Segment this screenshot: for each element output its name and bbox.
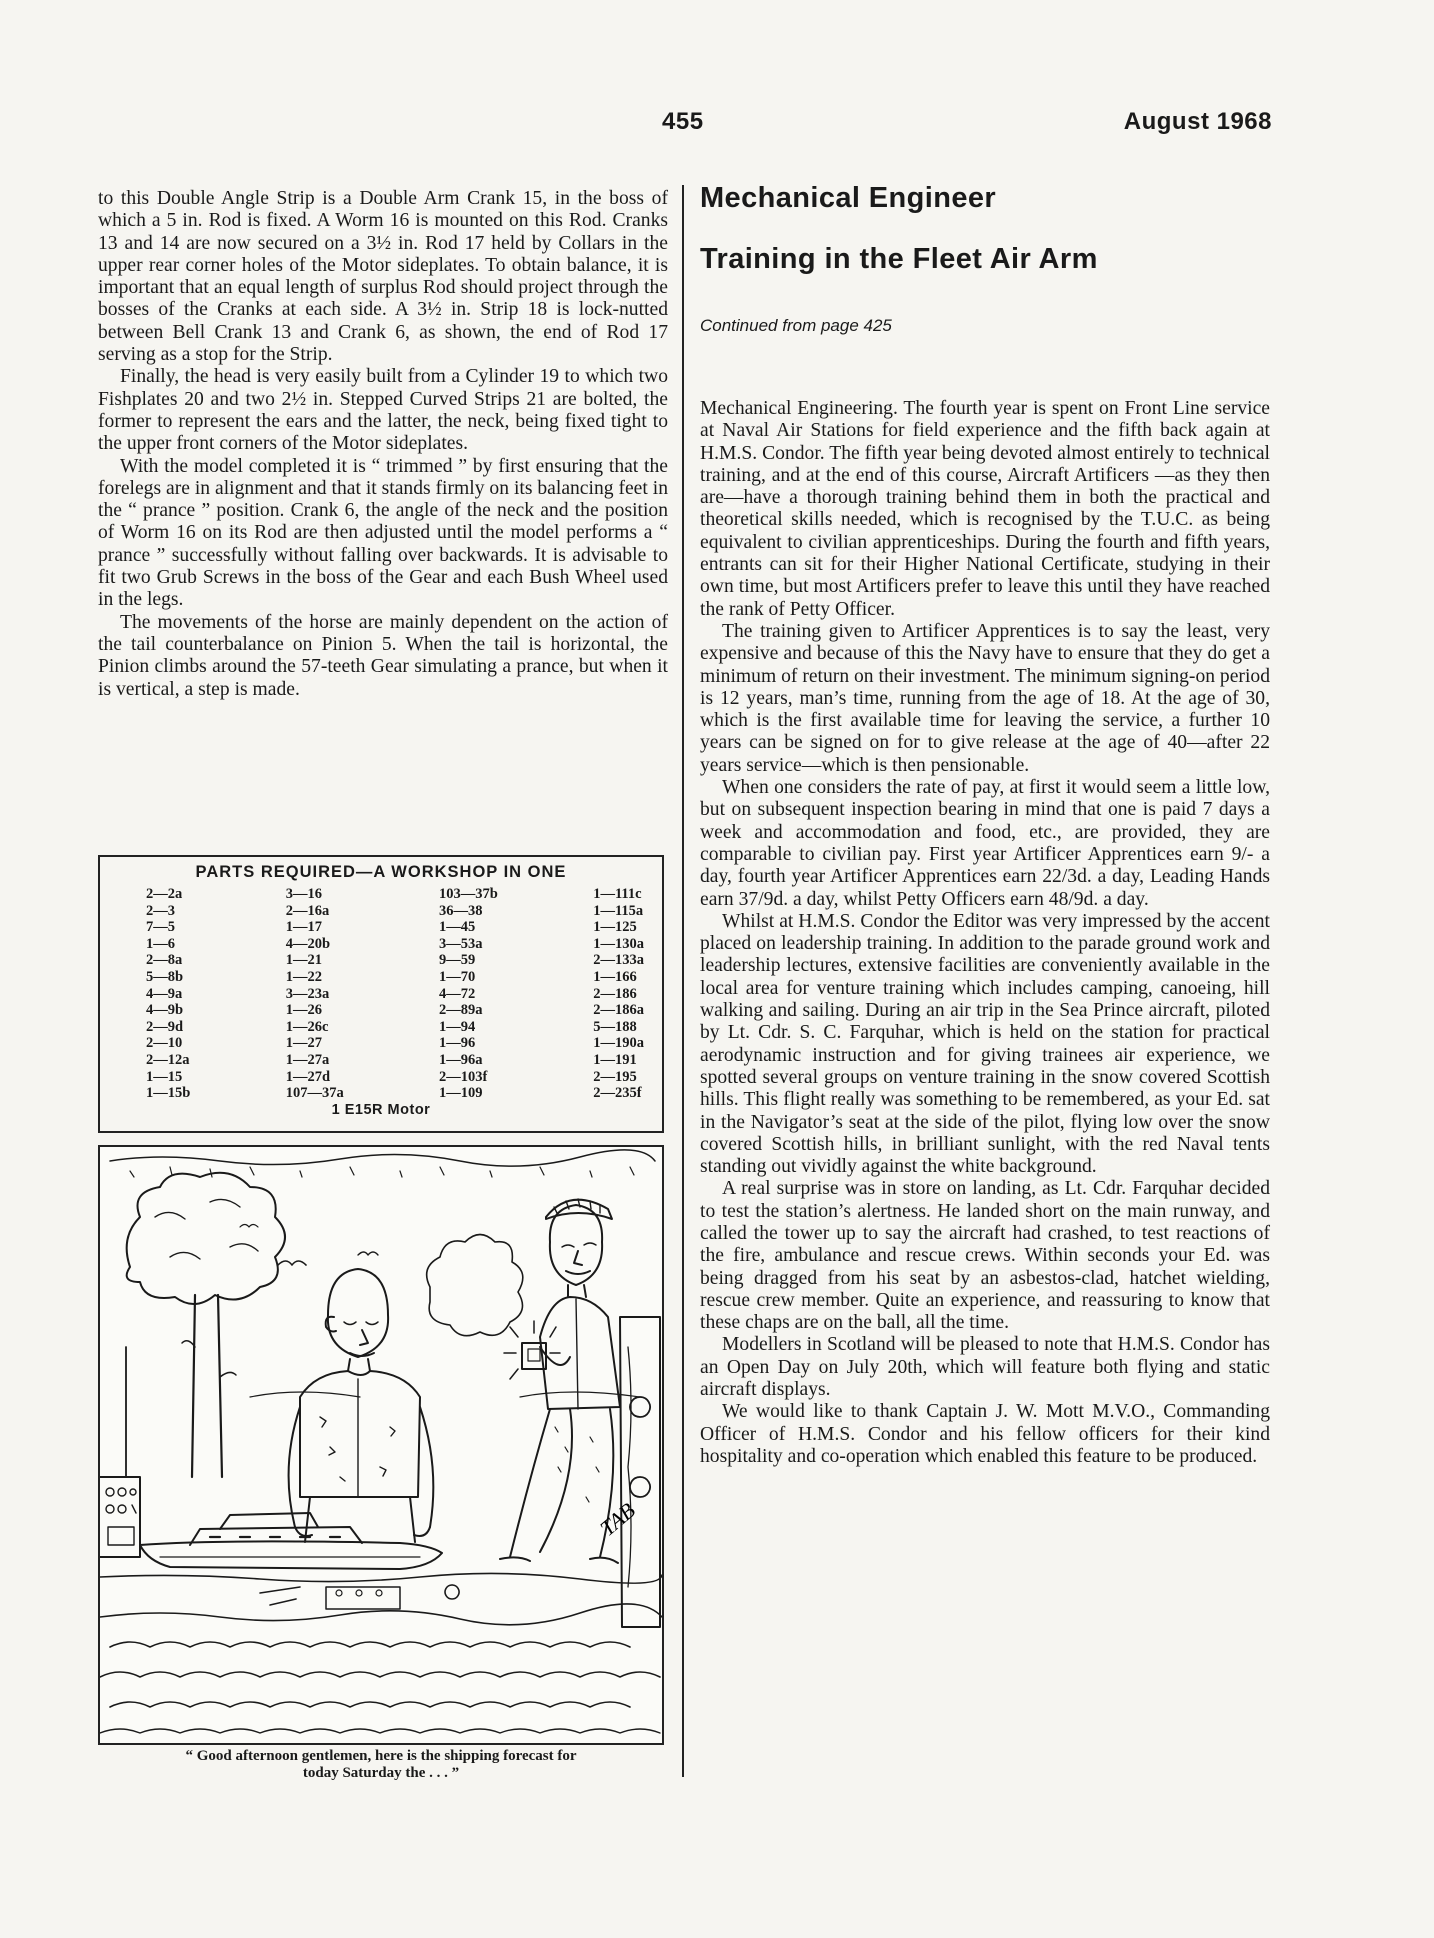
left-paragraph-3: With the model completed it is “ trimmed ” by first ensuring that the forelegs are in alignment and that it stands firmly on its balancing feet in the “ prance ” position. Crank 6, the angle of the neck and the position of Worm 16 on its Rod are then adjusted until the model performs a “ prance ” successfully without falling over backwards. It is advisable to fit two Grub Screws in the boss of the Gear and each Bush Wheel used in the legs.	[98, 455, 668, 611]
right-paragraph-6: Modellers in Scotland will be pleased to note that H.M.S. Condor has an Open Day on July 20th, which will feature both flying and static aircraft displays.	[700, 1334, 1270, 1401]
page-number: 455	[662, 108, 704, 135]
part-item: 2—103f	[439, 1068, 488, 1085]
parts-column-3	[439, 886, 498, 1102]
part-item: 1—15b	[146, 1085, 191, 1102]
part-item: 7—5	[146, 919, 175, 936]
part-item: 5—188	[593, 1018, 637, 1035]
part-item: 103—37b	[439, 886, 498, 902]
part-item: 2—89a	[439, 1002, 483, 1019]
right-paragraph-3: When one considers the rate of pay, at first it would seem a little low, but on subsequent inspection bearing in mind that one is paid 7 days a week and accommodation and food, etc., are provided, they are comparable to civilian pay. First year Artificer Apprentices earn 9/- a day, fourth year Artificer Apprentices earn 22/3d. a day, Leading Hands earn 37/9d. a day, whilst Petty Officers earn 48/9d. a day.	[700, 777, 1270, 910]
caption-line-1: “ Good afternoon gentlemen, here is the shipping forecast for	[185, 1748, 577, 1764]
part-item: 1—22	[285, 968, 322, 985]
part-item: 1—26c	[285, 1018, 329, 1035]
part-item: 1—17	[285, 919, 322, 936]
parts-column-4	[593, 886, 644, 1102]
right-paragraph-5: A real surprise was in store on landing, as Lt. Cdr. Farquhar decided to test the station’s alertness. He landed short on the main runway, and called the tower up to say the aircraft had crashed, to test reactions of the fire, ambulance and rescue crews. Within seconds your Ed. was being dragged from his seat by an asbestos-clad, hatchet wielding, rescue crew member. Quite an experience, and reassuring to know that these chaps are on the ball, all the time.	[700, 1178, 1270, 1334]
part-item: 9—59	[439, 952, 476, 969]
continued-note: Continued from page 425	[700, 316, 892, 335]
parts-grid	[100, 882, 662, 1102]
part-item: 3—53a	[439, 935, 483, 952]
part-item: 1—109	[439, 1085, 483, 1102]
parts-title: PARTS REQUIRED—A WORKSHOP IN ONE	[195, 863, 567, 881]
left-column	[98, 188, 668, 701]
part-item: 1—26	[285, 1002, 322, 1019]
left-paragraph-1: to this Double Angle Strip is a Double Arm Crank 15, in the boss of which a 5 in. Rod is fixed. A Worm 16 is mounted on this Rod. Cranks 13 and 14 are now secured on a 3½ in. Rod 17 held by Collars in the upper rear corner holes of the Motor sideplates. To obtain balance, it is important that an equal length of surplus Rod should project through the bosses of the Cranks at each side. A 3½ in. Strip 18 is lock-nutted between Bell Crank 13 and Crank 6, as shown, the end of Rod 17 serving as a stop for the Strip.	[98, 188, 668, 366]
cartoon-signature: TAB	[595, 1497, 640, 1541]
article-body	[700, 398, 1270, 1468]
part-item: 1—111c	[593, 886, 642, 902]
part-item: 1—190a	[593, 1035, 644, 1052]
part-item: 2—9d	[146, 1018, 184, 1035]
part-item: 3—16	[285, 886, 322, 902]
part-item: 4—9b	[146, 1002, 184, 1019]
part-item: 1—94	[439, 1018, 476, 1035]
part-item: 2—16a	[285, 902, 330, 919]
part-item: 2—3	[146, 902, 175, 919]
article-title-line-2: Training in the Fleet Air Arm	[700, 243, 1098, 275]
part-item: 1—6	[146, 935, 175, 952]
cartoon-illustration	[98, 1145, 664, 1745]
part-item: 1—191	[593, 1051, 637, 1068]
article-title-line-1: Mechanical Engineer	[700, 182, 997, 214]
part-item: 2—195	[593, 1068, 637, 1085]
parts-required-box	[98, 855, 664, 1133]
part-item: 2—186a	[593, 1002, 644, 1019]
part-item: 2—235f	[593, 1085, 642, 1102]
part-item: 2—12a	[146, 1051, 190, 1068]
right-paragraph-4: Whilst at H.M.S. Condor the Editor was very impressed by the accent placed on leadership training. In addition to the parade ground work and leadership lectures, extensive facilities are conveniently available in the local area for venture training which includes camping, canoeing, hill walking and sailing. During an air trip in the Sea Prince aircraft, piloted by Lt. Cdr. S. C. Farquhar, which is held on the station for practical aerodynamic instruction and for giving trainees air experience, we spotted several groups on venture training in the snow covered Scottish hills. This flight really was something to be remembered, as your Ed. sat in the Navigator’s seat at the side of the pilot, flying low over the snow covered Scottish hills, in brilliant sunlight, with the red Naval tents standing out vividly against the white background.	[700, 910, 1270, 1178]
cartoon-drawing	[100, 1147, 662, 1743]
caption-line-2: today Saturday the . . . ”	[302, 1765, 460, 1781]
part-item: 1—15	[146, 1068, 183, 1085]
part-item: 5—8b	[146, 968, 184, 985]
part-item: 1—96a	[439, 1051, 483, 1068]
part-item: 1—70	[439, 968, 476, 985]
part-item: 4—20b	[285, 935, 331, 952]
part-item: 2—186	[593, 985, 637, 1002]
part-item: 1—27	[285, 1035, 322, 1052]
right-paragraph-1: Mechanical Engineering. The fourth year is spent on Front Line service at Naval Air Stations for field experience and the fifth back again at H.M.S. Condor. The fifth year being devoted almost entirely to technical training, and at the end of this course, Aircraft Artificers —as they then are—have a thorough training behind them in both the practical and theoretical skills needed, which is recognised by the T.U.C. as being equivalent to civilian apprenticeships. During the fourth and fifth years, entrants can sit for their Higher National Certificate, studying in their own time, but most Artificers prefer to leave this until they have reached the rank of Petty Officer.	[700, 398, 1270, 620]
cartoon-caption	[98, 1748, 664, 1782]
left-paragraph-4: The movements of the horse are mainly dependent on the action of the tail counterbalance on Pinion 5. When the tail is horizontal, the Pinion climbs around the 57-teeth Gear simulating a prance, but when it is vertical, a step is made.	[98, 611, 668, 700]
part-item: 2—10	[146, 1035, 183, 1052]
part-item: 1—96	[439, 1035, 476, 1052]
part-item: 2—133a	[593, 952, 644, 969]
part-item: 2—2a	[146, 886, 183, 902]
part-item: 2—8a	[146, 952, 183, 969]
right-paragraph-2: The training given to Artificer Apprentices is to say the least, very expensive and because of this the Navy have to ensure that they do get a minimum of return on their investment. The minimum signing-on period is 12 years, man’s time, running from the age of 18. At the age of 30, which is the first available time for leaving the service, a further 10 years can be signed on for to give release at the age of 40—after 22 years service—which is then pensionable.	[700, 620, 1270, 776]
right-column	[700, 178, 1270, 1468]
left-paragraph-2: Finally, the head is very easily built from a Cylinder 19 to which two Fishplates 20 and two 2½ in. Stepped Curved Strips 21 are bolted, the former to represent the ears and the latter, the neck, being fixed tight to the upper front corners of the Motor sideplates.	[98, 366, 668, 455]
part-item: 1—21	[285, 952, 322, 969]
part-item: 36—38	[439, 902, 483, 919]
part-item: 1—115a	[593, 902, 644, 919]
part-item: 107—37a	[285, 1085, 344, 1102]
issue-date: August 1968	[1123, 108, 1272, 135]
part-item: 3—23a	[285, 985, 330, 1002]
part-item: 1—27d	[285, 1068, 331, 1085]
right-paragraph-7: We would like to thank Captain J. W. Mott M.V.O., Commanding Officer of H.M.S. Condor and his fellow officers for their kind hospitality and co-operation which enabled this feature to be produced.	[700, 1401, 1270, 1467]
part-item: 1—45	[439, 919, 476, 936]
part-item: 1—166	[593, 968, 637, 985]
part-item: 4—9a	[146, 985, 183, 1002]
part-item: 1—27a	[285, 1051, 330, 1068]
part-item: 1—130a	[593, 935, 644, 952]
column-divider	[682, 185, 684, 1777]
part-item: 1—125	[593, 919, 637, 936]
parts-column-1	[146, 886, 190, 1102]
parts-motor: 1 E15R Motor	[331, 1101, 431, 1118]
parts-column-2	[286, 886, 344, 1102]
part-item: 4—72	[439, 985, 476, 1002]
